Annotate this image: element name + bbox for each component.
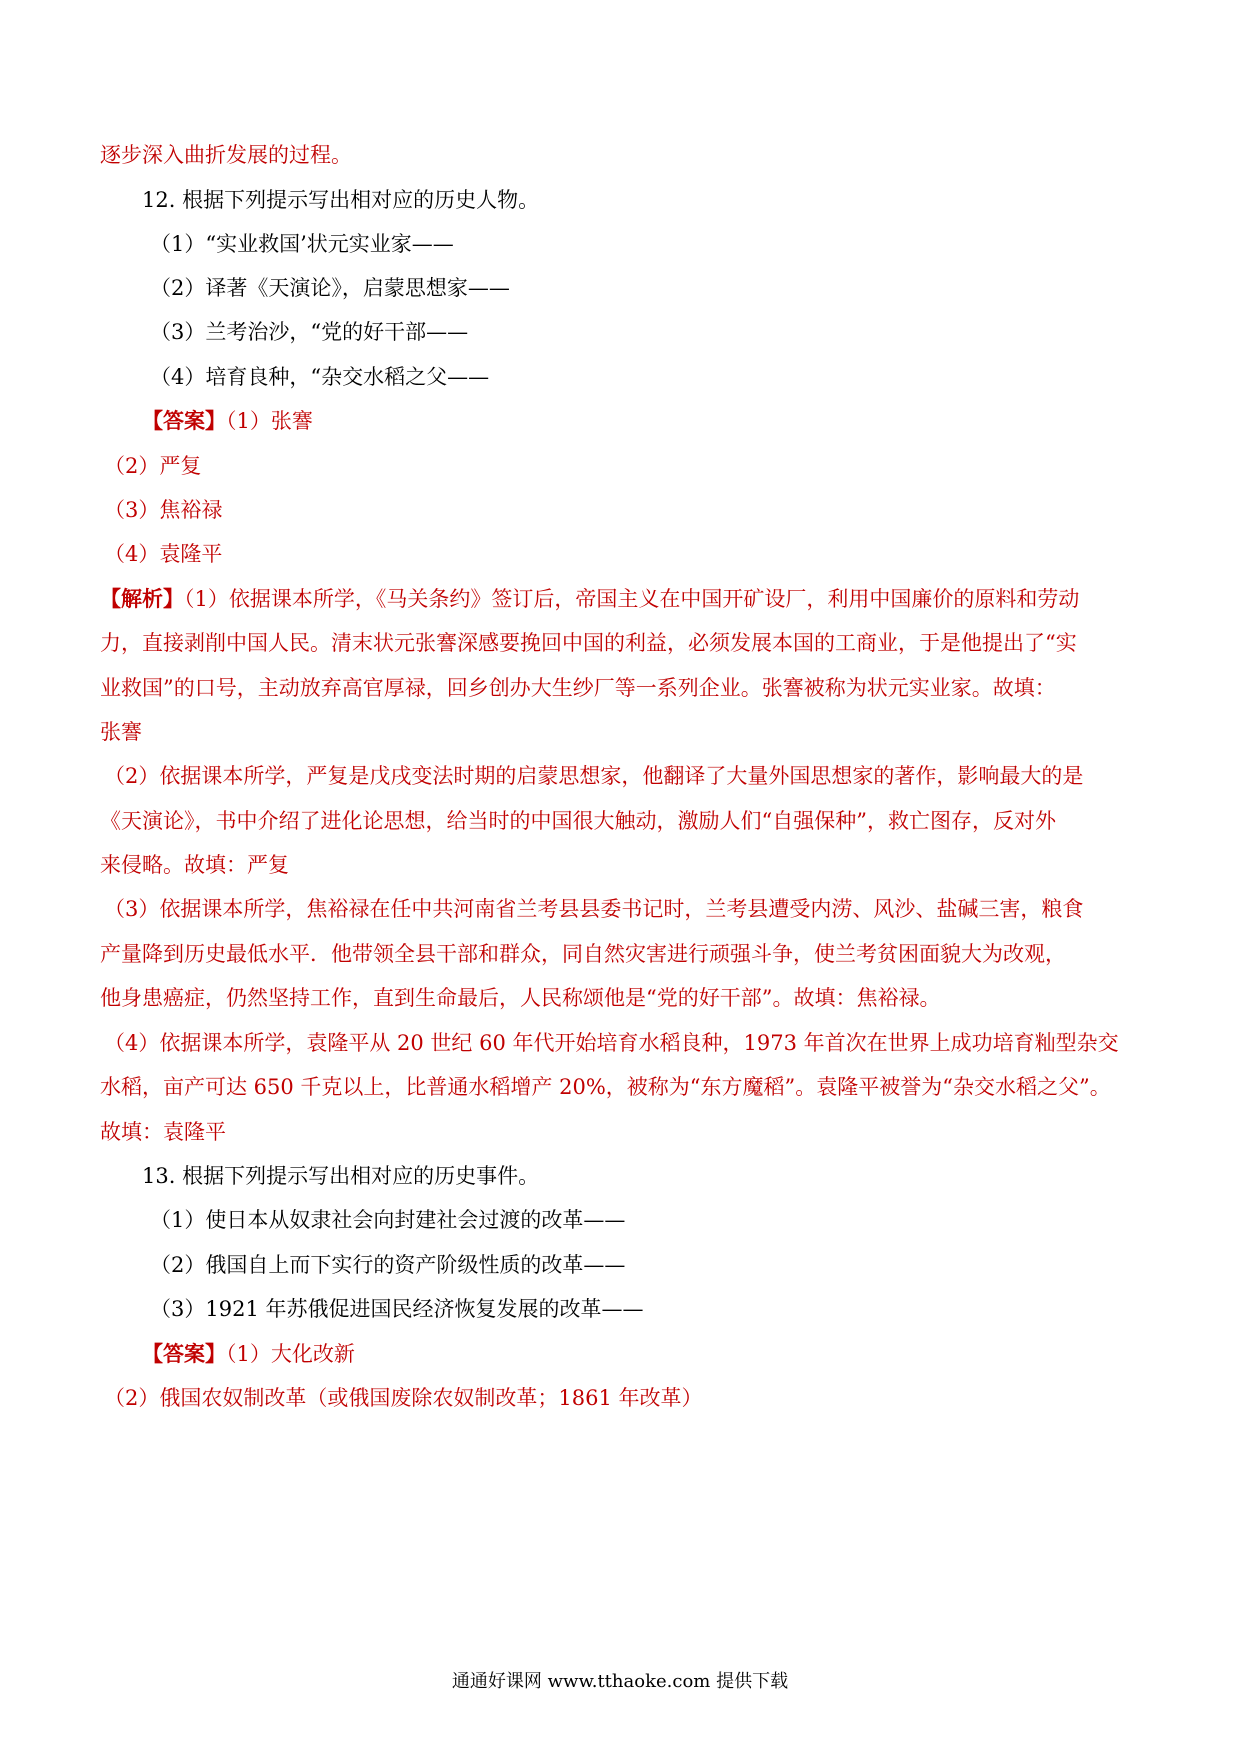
analysis-line: （2）依据课本所学，严复是戊戌变法时期的启蒙思想家，他翻译了大量外国思想家的著作，影响最大的是 [104,764,1084,788]
answer-tag: 【答案】 [142,1341,226,1366]
question-12-item: （1）“实业救国’状元实业家—— [150,232,454,256]
analysis-line: 力，直接剥削中国人民。清末状元张謇深感要挽回中国的利益，必须发展本国的工商业，于是他提出了“实 [100,631,1077,655]
question-12-item: （3）兰考治沙，“党的好干部—— [150,320,469,344]
analysis-text: （1）依据课本所学，《马关条约》签订后，帝国主义在中国开矿设厂，利用中国廉价的原料和劳动 [184,587,1080,611]
analysis-line: 张謇 [100,720,142,744]
question-13-item: （1）使日本从奴隶社会向封建社会过渡的改革—— [150,1208,626,1232]
answer-block-12 [142,406,313,436]
analysis-line: （3）依据课本所学，焦裕禄在任中共河南省兰考县县委书记时，兰考县遭受内涝、风沙、盐碱三害，粮食 [104,897,1084,921]
answer-item: （2）俄国农奴制改革（或俄国废除农奴制改革；1861 年改革） [104,1386,703,1410]
analysis-line: 来侵略。故填：严复 [100,853,289,877]
question-13-item: （3）1921 年苏俄促进国民经济恢复发展的改革—— [150,1297,644,1321]
answer-tag: 【答案】 [142,408,226,433]
question-12-item: （2）译著《天演论》，启蒙思想家—— [150,276,510,300]
analysis-line: 业救国”的口号，主动放弃高官厚禄，回乡创办大生纱厂等一系列企业。张謇被称为状元实业家。故填： [100,676,1056,700]
question-12-stem: 12. 根据下列提示写出相对应的历史人物。 [142,188,540,212]
answer-item: （3）焦裕禄 [104,498,223,522]
answer-block-13 [142,1339,355,1369]
intro-tail: 逐步深入曲折发展的过程。 [100,143,352,167]
analysis-line: 故填：袁隆平 [100,1120,226,1144]
answer-item: （1）大化改新 [226,1342,355,1366]
analysis-line: 他身患癌症，仍然坚持工作，直到生命最后，人民称颂他是“党的好干部”。故填：焦裕禄。 [100,986,941,1010]
analysis-line: 水稻，亩产可达 650 千克以上，比普通水稻增产 20%，被称为“东方魔稻”。袁隆平被誉为“杂交水稻之父”。 [100,1075,1111,1099]
analysis-line: （4）依据课本所学，袁隆平从 20 世纪 60 年代开始培育水稻良种，1973 年首次在世界上成功培育籼型杂交 [104,1031,1119,1055]
question-12-item: （4）培育良种，“杂交水稻之父—— [150,365,490,389]
footer-watermark: 通通好课网 www.tthaoke.com 提供下载 [451,1671,789,1692]
analysis-line [100,584,1079,614]
analysis-line: 产量降到历史最低水平．他带领全县干部和群众，同自然灾害进行顽强斗争，使兰考贫困面貌大为改观， [100,942,1066,966]
answer-item: （4）袁隆平 [104,542,223,566]
answer-item: （1）张謇 [226,409,313,433]
analysis-line: 《天演论》，书中介绍了进化论思想，给当时的中国很大触动，激励人们“自强保种”，救亡图存，反对外 [100,809,1056,833]
question-13-item: （2）俄国自上而下实行的资产阶级性质的改革—— [150,1253,626,1277]
question-13-stem: 13. 根据下列提示写出相对应的历史事件。 [142,1164,540,1188]
analysis-tag: 【解析】 [100,586,184,611]
answer-item: （2）严复 [104,454,202,478]
